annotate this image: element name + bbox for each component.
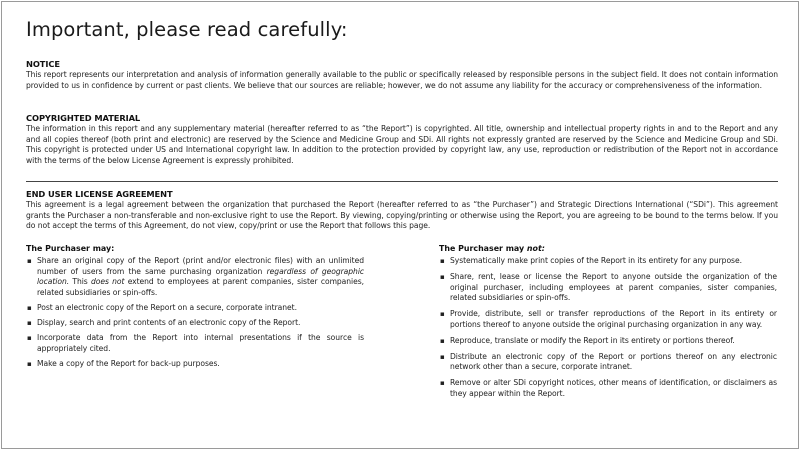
- list-item: ▪ Share, rent, lease or license the Report to anyone outside the organization of the original purchaser, including employees at parent companies, sister companies, related subsidiaries or spin-offs.: [440, 271, 777, 303]
- copyright-heading: COPYRIGHTED MATERIAL: [26, 113, 141, 123]
- eula-heading: END USER LICENSE AGREEMENT: [26, 189, 173, 199]
- bullet-icon: ▪: [27, 319, 32, 328]
- page-title: Important, please read carefully:: [26, 18, 348, 41]
- bullet-icon: ▪: [440, 310, 445, 319]
- purchaser-may-heading: The Purchaser may:: [26, 244, 115, 253]
- notice-heading: NOTICE: [26, 59, 60, 69]
- list-item: ▪ Remove or alter SDi copyright notices, other means of identification, or disclaimers as they appear within the Report.: [440, 378, 777, 398]
- bullet-icon: ▪: [440, 336, 445, 345]
- eula-body: This agreement is a legal agreement between the organization that purchased the Report (hereafter referred to as “the Purchaser”) and Strategic Directions International (“SDi”). This agreement grants the Purchaser a non-transferable and non-exclusive right to use the Report. By viewing, copying/printing or otherwise using the Report, you are agreeing to be bound to the terms below. If you do not accept the terms of this Agreement, do not view, copy/print or use the Report that follows this page.: [26, 200, 778, 231]
- bullet-icon: ▪: [27, 257, 32, 265]
- list-item: ▪ Make a copy of the Report for back-up purposes.: [27, 359, 220, 369]
- copyright-section: [26, 113, 778, 166]
- list-item: ▪ Post an electronic copy of the Report on a secure, corporate intranet.: [27, 302, 297, 312]
- list-item: ▪ Reproduce, translate or modify the Report in its entirety or portions thereof.: [440, 335, 735, 345]
- bullet-icon: ▪: [27, 303, 32, 312]
- list-item: ▪ Share an original copy of the Report (print and/or electronic files) with an unlimited number of users from the same purchasing organization regardless of geographic location. This does not extend to employees at parent companies, sister companies, related subsidiaries or spin-offs.: [27, 256, 365, 297]
- purchaser-may-not-heading: The Purchaser may not:: [439, 244, 545, 253]
- list-item: ▪ Provide, distribute, sell or transfer reproductions of the Report in its entirety or portions thereof to anyone outside the original purchasing organization in any way.: [440, 309, 777, 329]
- license-page: [1, 1, 799, 449]
- purchaser-may-column: [26, 243, 364, 374]
- bullet-icon: ▪: [27, 334, 32, 343]
- bullet-icon: ▪: [440, 352, 445, 361]
- eula-section: [26, 189, 778, 232]
- notice-section: [26, 59, 778, 91]
- notice-body: This report represents our interpretation and analysis of information generally available to the public or specifically released by responsible persons in the subject field. It does not contain information provided to us in confidence by current or past clients. We believe that our sources are reliable; however, we do not assume any liability for the accuracy or comprehensiveness of the information.: [26, 70, 778, 90]
- bullet-icon: ▪: [440, 272, 445, 281]
- bullet-icon: ▪: [27, 360, 32, 369]
- list-item: ▪ Display, search and print contents of an electronic copy of the Report.: [27, 318, 301, 328]
- purchaser-may-not-list: [439, 256, 777, 399]
- not-emphasis: not:: [526, 244, 545, 253]
- section-divider: [26, 181, 778, 182]
- copyright-body: The information in this report and any supplementary material (hereafter referred to as “the Report”) is copyrighted. All title, ownership and intellectual property rights in and to the Report and any and all copies thereof (both print and electronic) are reserved by the Science and Medicine Group and SDi. All rights not expressly granted are reserved by the Science and Medicine Group and SDi. This copyright is protected under US and International copyright law. In addition to the protection provided by copyright law, any use, reproduction or redistribution of the Report not in accordance with the terms of the below License Agreement is expressly prohibited.: [26, 124, 778, 165]
- purchaser-may-not-column: [439, 243, 777, 405]
- purchaser-may-list: [26, 256, 364, 370]
- bullet-icon: ▪: [440, 379, 445, 388]
- list-item: ▪ Incorporate data from the Report into internal presentations if the source is appropriately cited.: [27, 333, 364, 353]
- list-item: ▪ Systematically make print copies of the Report in its entirety for any purpose.: [440, 256, 742, 265]
- list-item: ▪ Distribute an electronic copy of the Report or portions thereof on any electronic network other than a secure, corporate intranet.: [440, 351, 777, 372]
- bullet-icon: ▪: [440, 257, 445, 265]
